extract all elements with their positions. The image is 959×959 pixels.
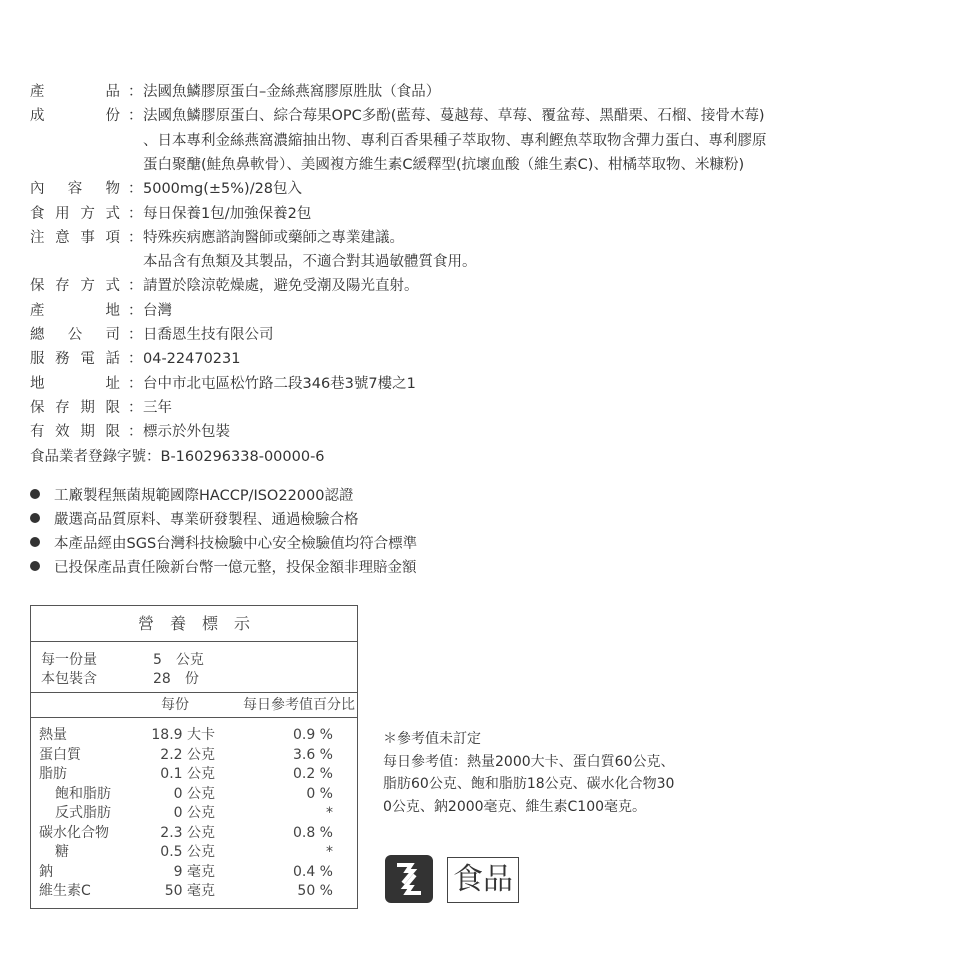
nutrition-title: 營 養 標 示: [31, 606, 357, 642]
colon: ：: [128, 424, 143, 441]
reference-note: 每日參考值：熱量2000大卡、蛋白質60公克、: [383, 753, 675, 770]
info-value-cont: 蛋白聚醣(鮭魚鼻軟骨）、美國複方維生素C緩釋型(抗壞血酸（維生素C)、柑橘萃取物、米糠粉): [143, 156, 745, 173]
registration-number: 食品業者登錄字號：B-160296338-00000-6: [30, 448, 325, 465]
nutrition-row: [31, 785, 357, 804]
nutrient-name: 碳水化合物: [39, 824, 109, 841]
recycle-icon: [383, 853, 435, 905]
nutrient-dv: 0.4 %: [292, 863, 333, 880]
colon: ：: [128, 375, 143, 392]
info-value: 特殊疾病應諮詢醫師或藥師之專業建議。: [143, 229, 404, 246]
info-label: 保存期限: [30, 399, 120, 416]
info-label: 注意事項: [30, 229, 120, 246]
nutrient-amount: 9 毫克: [173, 863, 215, 880]
colon: ：: [128, 327, 143, 343]
nutrient-name: 熱量: [39, 727, 67, 743]
pack-label: 本包裝含: [41, 671, 97, 687]
info-label: 地址: [30, 375, 120, 392]
colon: ：: [128, 302, 143, 319]
nutrient-amount: 50 毫克: [164, 883, 215, 899]
info-value: 標示於外包裝: [143, 424, 230, 441]
colon: ：: [128, 108, 143, 125]
feature-text: 本產品經由SGS台灣科技檢驗中心安全檢驗值均符合標準: [54, 536, 418, 552]
nutrient-dv: *: [326, 805, 333, 821]
info-value: 台中市北屯區松竹路二段346巷3號7樓之1: [143, 375, 416, 392]
nutrient-amount: 18.9 大卡: [151, 727, 215, 743]
serving-value: 5 公克: [153, 652, 204, 668]
nutrient-amount: 0 公克: [173, 785, 215, 802]
info-label: 產地: [30, 302, 120, 319]
info-value-cont: 本品含有魚類及其製品，不適合對其過敏體質食用。: [143, 254, 477, 271]
nutrient-dv: 0.2 %: [292, 766, 333, 782]
feature-item: [30, 532, 417, 556]
colon: ：: [128, 205, 143, 222]
nutrient-amount: 2.3 公克: [160, 824, 215, 841]
bullet-icon: [30, 537, 40, 547]
nutrient-name: 維生素C: [39, 883, 91, 899]
nutrient-dv: 3.6 %: [292, 746, 333, 763]
info-value: 請置於陰涼乾燥處，避免受潮及陽光直射。: [143, 278, 419, 295]
feature-item: [30, 508, 359, 532]
col-daily-value: 每日參考值百分比: [243, 697, 355, 713]
colon: ：: [128, 351, 143, 368]
serving-label: 每一份量: [41, 652, 97, 668]
nutrition-row: [31, 843, 357, 862]
nutrient-amount: 0 公克: [173, 805, 215, 821]
bullet-icon: [30, 561, 40, 571]
pack-value: 28 份: [153, 671, 199, 687]
feature-item: [30, 484, 353, 508]
nutrient-name: 反式脂肪: [55, 805, 111, 821]
info-label: 服務電話: [30, 351, 120, 368]
info-value-cont: 、日本專利金絲燕窩濃縮抽出物、專利百香果種子萃取物、專利鰹魚萃取物含彈力蛋白、專利膠原: [143, 132, 767, 149]
nutrient-name: 糖: [55, 844, 69, 860]
info-value: 台灣: [143, 302, 172, 319]
nutrient-dv: 0.9 %: [292, 727, 333, 743]
nutrition-row: [31, 746, 357, 765]
nutrient-name: 鈉: [39, 863, 53, 880]
bullet-icon: [30, 513, 40, 523]
nutrition-table: [30, 605, 358, 909]
nutrient-dv: 0.8 %: [292, 824, 333, 841]
nutrition-row: [31, 726, 357, 745]
serving-section: [31, 642, 357, 693]
feature-item: [30, 556, 417, 580]
nutrient-amount: 0.5 公克: [160, 844, 215, 860]
reference-note: 脂肪60公克、飽和脂肪18公克、碳水化合物30: [383, 776, 675, 792]
nutrient-name: 蛋白質: [39, 746, 81, 763]
info-label: 保存方式: [30, 278, 120, 295]
reference-note: 0公克、鈉2000毫克、維生素C100毫克。: [383, 798, 647, 815]
info-value: 三年: [143, 399, 172, 416]
feature-text: 已投保產品責任險新台幣一億元整，投保金額非理賠金額: [54, 560, 417, 576]
info-value: 每日保養1包/加強保養2包: [143, 205, 312, 222]
food-mark: 食品: [447, 857, 519, 903]
col-per-serving: 每份: [161, 697, 189, 713]
nutrient-dv: 0 %: [306, 785, 333, 802]
info-value: 5000mg(±5%)/28包入: [143, 181, 303, 198]
colon: ：: [128, 278, 143, 295]
nutrition-row: [31, 824, 357, 843]
nutrient-name: 脂肪: [39, 766, 67, 782]
column-header: [31, 694, 357, 718]
info-value: 法國魚鱗膠原蛋白–金絲燕窩膠原胜肽（食品）: [143, 84, 441, 100]
info-label: 內容物: [30, 181, 120, 198]
bullet-icon: [30, 489, 40, 499]
feature-text: 嚴選高品質原料、專業研發製程、通過檢驗合格: [54, 512, 359, 528]
nutrient-dv: 50 %: [297, 883, 333, 899]
reference-note: ＊參考值未訂定: [383, 731, 481, 747]
info-value: 04-22470231: [143, 351, 241, 368]
nutrition-row: [31, 863, 357, 882]
info-label: 食用方式: [30, 205, 120, 222]
info-value: 法國魚鱗膠原蛋白、綜合莓果OPC多酚(藍莓、蔓越莓、草莓、覆盆莓、黑醋栗、石榴、接骨木莓): [143, 108, 765, 125]
nutrient-amount: 0.1 公克: [160, 766, 215, 782]
colon: ：: [128, 399, 143, 416]
info-label: 有效期限: [30, 424, 120, 441]
colon: ：: [128, 84, 143, 100]
colon: ：: [128, 181, 143, 198]
feature-text: 工廠製程無菌規範國際HACCP/ISO22000認證: [54, 488, 354, 504]
info-value: 日喬恩生技有限公司: [143, 327, 274, 343]
nutrient-name: 飽和脂肪: [55, 785, 111, 802]
nutrient-amount: 2.2 公克: [160, 746, 215, 763]
nutrition-row: [31, 882, 357, 901]
nutrition-row: [31, 804, 357, 823]
info-label: 成份: [30, 108, 120, 125]
nutrient-dv: *: [326, 844, 333, 860]
colon: ：: [128, 229, 143, 246]
info-label: 產品: [30, 84, 120, 100]
info-label: 總公司: [30, 327, 120, 343]
nutrition-row: [31, 765, 357, 784]
